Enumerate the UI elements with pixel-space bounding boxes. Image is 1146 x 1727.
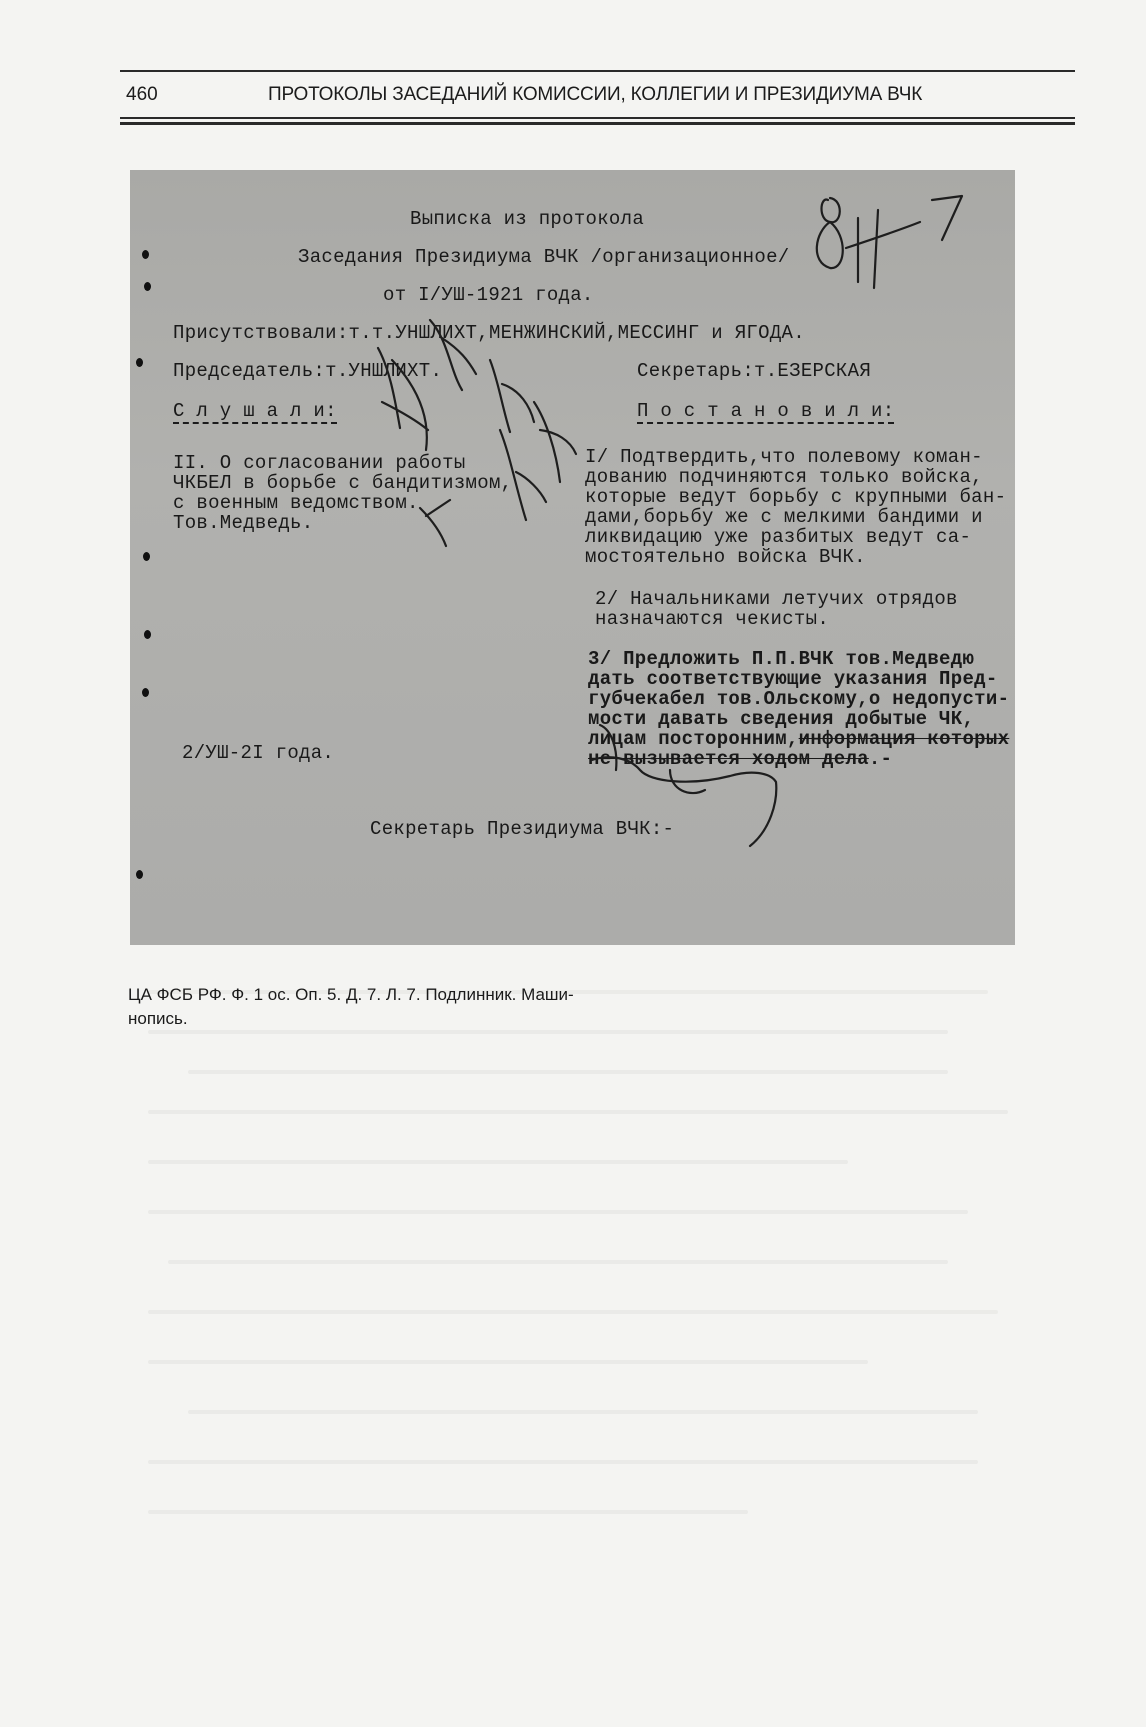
doc-resolved-label: П о с т а н о в и л и: bbox=[637, 400, 895, 422]
sheet-number-stroke bbox=[817, 198, 843, 268]
doc-chair: Председатель:т.УНШЛИХТ. bbox=[173, 360, 443, 382]
doc-heard-line: ЧКБЕЛ в борьбе с бандитизмом, bbox=[173, 472, 513, 494]
doc-struck-text: информация которых bbox=[798, 728, 1010, 750]
caption-line: нопись. bbox=[128, 1009, 188, 1028]
doc-date: 2/УШ-2I года. bbox=[182, 742, 335, 764]
doc-attendees: Присутствовали:т.т.УНШЛИХТ,МЕНЖИНСКИЙ,МЕССИНГ и ЯГОДА. bbox=[173, 322, 805, 344]
doc-resolution-3-line: мости давать сведения добытые ЧК, bbox=[588, 708, 975, 730]
resolution-scrawl bbox=[378, 348, 428, 450]
resolution-scrawl bbox=[534, 402, 576, 482]
header-rule-thick bbox=[120, 122, 1075, 125]
figure-caption bbox=[128, 983, 688, 1031]
resolution-scrawl bbox=[420, 500, 450, 546]
doc-heard-line: с военным ведомством. bbox=[173, 492, 419, 514]
resolution-scrawl bbox=[490, 360, 534, 432]
doc-heard-line: II. О согласовании работы bbox=[173, 452, 466, 474]
doc-resolution-3-text: лицам посторонним, bbox=[588, 728, 799, 750]
archival-document-facsimile bbox=[130, 170, 1015, 945]
sheet-number-stroke bbox=[932, 196, 962, 240]
doc-heard-label: С л у ш а л и: bbox=[173, 400, 337, 422]
handwritten-annotations bbox=[130, 170, 1015, 945]
doc-resolution-2-line: 2/ Начальниками летучих отрядов bbox=[595, 588, 958, 610]
caption-line: ЦА ФСБ РФ. Ф. 1 ос. Оп. 5. Д. 7. Л. 7. Подлинник. Маши- bbox=[128, 985, 574, 1004]
doc-resolution-3-end: .- bbox=[868, 748, 893, 770]
sheet-number-stroke bbox=[858, 210, 878, 288]
resolution-scrawl bbox=[500, 430, 546, 520]
doc-resolution-3-line: губчекабел тов.Ольскому,о недопусти- bbox=[588, 688, 1010, 710]
doc-resolution-3-line: 3/ Предложить П.П.ВЧК тов.Медведю bbox=[588, 648, 975, 670]
bleed-through-texture bbox=[128, 970, 1048, 1575]
doc-signature-line: Секретарь Президиума ВЧК:- bbox=[370, 818, 675, 840]
doc-resolution-1-line: дами,борьбу же с мелкими бандими и bbox=[585, 506, 983, 528]
header-rule-thin bbox=[120, 117, 1075, 119]
doc-heard-line: Тов.Медведь. bbox=[173, 512, 314, 534]
running-head: ПРОТОКОЛЫ ЗАСЕДАНИЙ КОМИССИИ, КОЛЛЕГИИ И ПРЕЗИДИУМА ВЧК bbox=[268, 84, 923, 105]
doc-resolution-1-line: которые ведут борьбу с крупными бан- bbox=[585, 486, 1007, 508]
doc-resolution-1-line: I/ Подтвердить,что полевому коман- bbox=[585, 446, 983, 468]
doc-resolution-1-line: ликвидацию уже разбитых ведут са- bbox=[585, 526, 972, 548]
doc-resolution-2-line: назначаются чекисты. bbox=[595, 608, 830, 630]
doc-title-line-1: Выписка из протокола bbox=[410, 208, 645, 230]
page-header bbox=[120, 70, 1075, 125]
doc-struck-text: не вызывается ходом дела bbox=[588, 748, 869, 770]
doc-title-line-2: Заседания Президиума ВЧК /организационное/ bbox=[298, 246, 790, 268]
resolution-scrawl bbox=[430, 320, 476, 390]
page-number: 460 bbox=[126, 84, 158, 105]
secretary-signature bbox=[592, 725, 776, 846]
doc-resolution-1-line: дованию подчиняются только войска, bbox=[585, 466, 983, 488]
doc-resolution-1-line: мостоятельно войска ВЧК. bbox=[585, 546, 866, 568]
doc-resolution-3-line: дать соответствующие указания Пред- bbox=[588, 668, 998, 690]
doc-title-line-3: от I/УШ-1921 года. bbox=[383, 284, 594, 306]
doc-secretary: Секретарь:т.ЕЗЕРСКАЯ bbox=[637, 360, 872, 382]
header-top-rule bbox=[120, 70, 1075, 72]
